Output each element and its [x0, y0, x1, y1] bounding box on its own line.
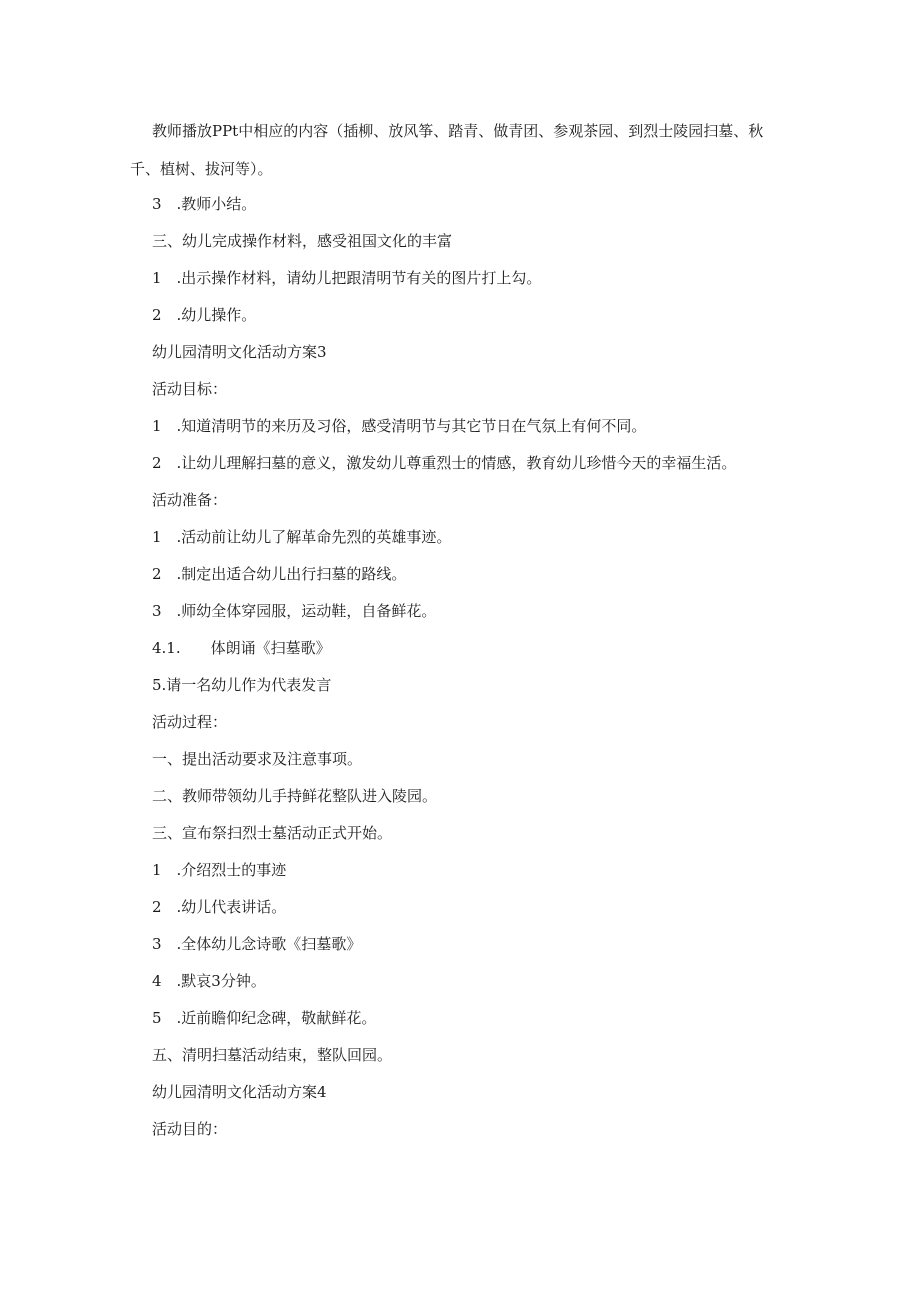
list-item: 2 .制定出适合幼儿出行扫墓的路线。 — [152, 565, 407, 583]
list-item: 3 .师幼全体穿园服，运动鞋，自备鲜花。 — [152, 602, 437, 620]
section-heading: 一、提出活动要求及注意事项。 — [152, 750, 363, 768]
paragraph-intro: 教师播放PPt中相应的内容（插柳、放风筝、踏青、做青团、参观茶园、到烈士陵园扫墓、秋千、植树、拔河等）。 — [130, 122, 764, 178]
plan-title: 幼儿园清明文化活动方案3 — [152, 343, 327, 361]
list-item: 1 .活动前让幼儿了解革命先烈的英雄事迹。 — [152, 528, 452, 546]
list-item: 4.1. 体朗诵《扫墓歌》 — [152, 639, 331, 657]
list-item: 3 .教师小结。 — [152, 195, 257, 213]
subsection-heading: 活动目的： — [152, 1120, 228, 1138]
section-heading: 三、宣布祭扫烈士墓活动正式开始。 — [152, 824, 393, 842]
section-heading: 二、教师带领幼儿手持鲜花整队进入陵园。 — [152, 787, 438, 805]
list-item: 2 .幼儿操作。 — [152, 306, 257, 324]
subsection-heading: 活动准备： — [152, 491, 228, 509]
list-item: 5.请一名幼儿作为代表发言 — [152, 676, 332, 694]
list-item: 3 .全体幼儿念诗歌《扫墓歌》 — [152, 935, 362, 953]
section-heading: 三、幼儿完成操作材料，感受祖国文化的丰富 — [152, 232, 453, 250]
list-item: 2 .幼儿代表讲话。 — [152, 898, 287, 916]
list-item: 4 .默哀3分钟。 — [152, 972, 266, 990]
list-item: 1 .介绍烈士的事迹 — [152, 861, 287, 879]
list-item: 1 .出示操作材料，请幼儿把跟清明节有关的图片打上勾。 — [152, 269, 542, 287]
plan-title: 幼儿园清明文化活动方案4 — [152, 1083, 327, 1101]
list-item: 1 .知道清明节的来历及习俗，感受清明节与其它节日在气氛上有何不同。 — [152, 417, 647, 435]
subsection-heading: 活动过程： — [152, 713, 228, 731]
list-item: 5 .近前瞻仰纪念碑，敬献鲜花。 — [152, 1009, 377, 1027]
list-item: 2 .让幼儿理解扫墓的意义，激发幼儿尊重烈士的情感，教育幼儿珍惜今天的幸福生活。 — [152, 454, 737, 472]
section-heading: 五、清明扫墓活动结束，整队回园。 — [152, 1046, 393, 1064]
subsection-heading: 活动目标： — [152, 380, 228, 398]
